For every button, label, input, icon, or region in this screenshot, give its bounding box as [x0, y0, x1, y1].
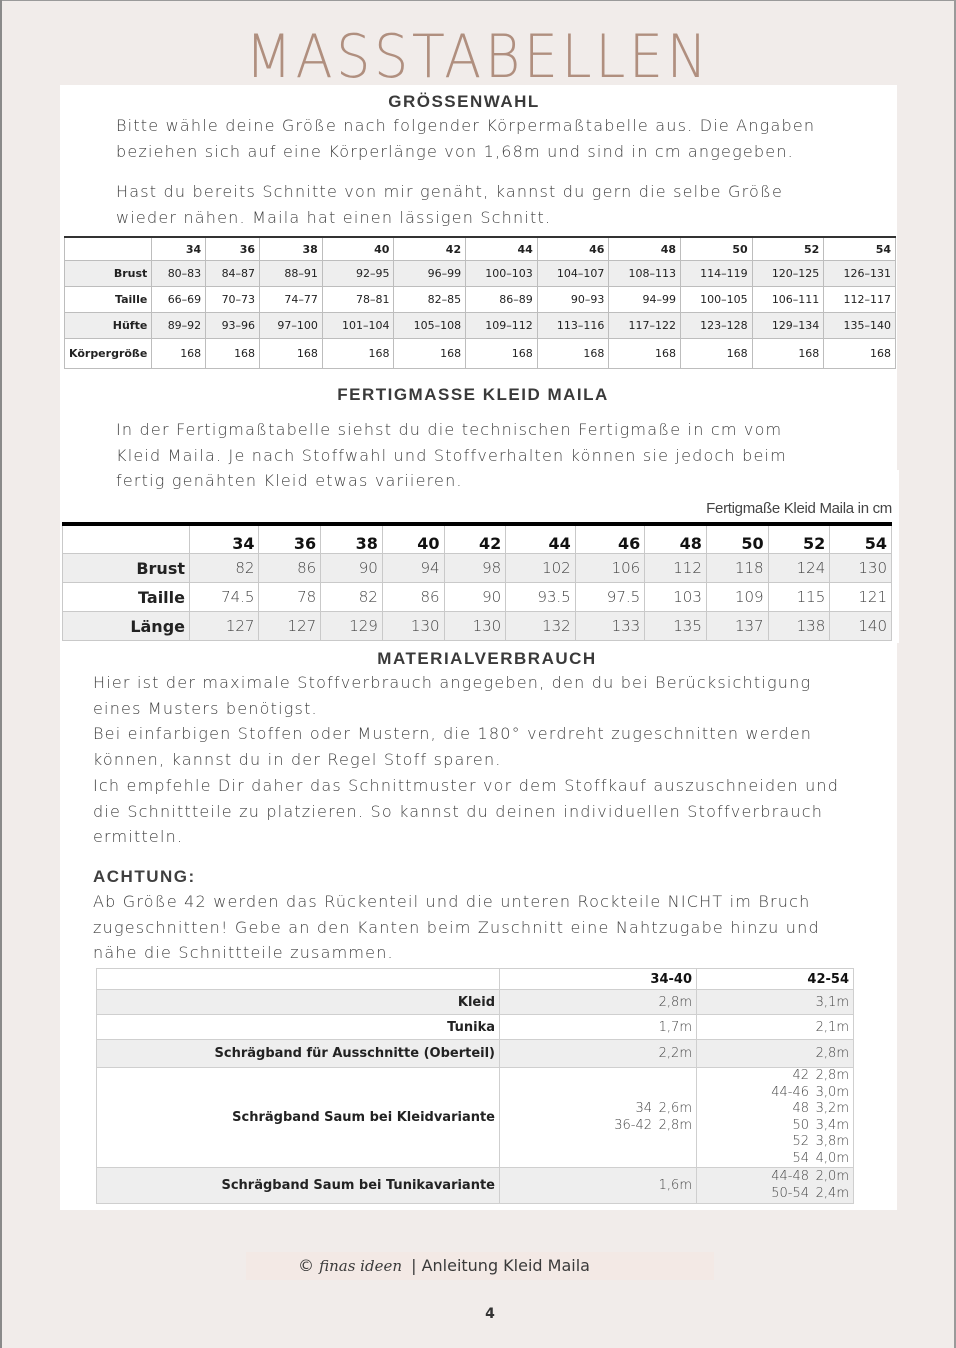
size-table-row	[65, 287, 896, 313]
material-row	[97, 1015, 854, 1040]
material-row-label: Tunika	[97, 1015, 500, 1040]
size-table-cell: 120–125	[752, 261, 824, 287]
footer-separator: |	[411, 1256, 417, 1275]
text-line: Hier ist der maximale Stoffverbrauch angegeben, den du bei Berücksichtigung	[93, 673, 812, 692]
size-table-row	[65, 339, 896, 369]
finished-table-cell: 129	[321, 612, 383, 641]
heading-groessenwahl: GRÖSSENWAHL	[388, 92, 540, 111]
text-line: wieder nähen. Maila hat einen lässigen Schnitt.	[116, 207, 552, 227]
amount-value: 2,6m	[658, 1101, 692, 1116]
amount-value: 3,4m	[815, 1117, 849, 1133]
size-header: 34	[152, 237, 206, 261]
text-line: Bitte wähle deine Größe nach folgender Körpermaßtabelle aus. Die Angaben	[116, 116, 816, 135]
warning-label: ACHTUNG:	[93, 867, 196, 886]
size-value-line	[701, 1085, 849, 1102]
text-line: ermitteln.	[93, 827, 184, 847]
finished-table-cell: 115	[768, 583, 830, 612]
finished-table-cell: 127	[259, 612, 321, 641]
size-value-line	[504, 1118, 692, 1135]
finished-table-cell: 94	[382, 554, 444, 583]
size-header: 50	[706, 524, 768, 554]
size-table-cell: 168	[537, 339, 609, 369]
brand-logo: finas ideen	[319, 1257, 402, 1275]
size-header: 34	[190, 524, 259, 554]
finished-table-cell: 82	[190, 554, 259, 583]
size-table-row-label: Körpergröße	[65, 339, 152, 369]
text-line: beziehen sich auf eine Körperlänge von 1,68m und sind in cm angegeben.	[116, 141, 794, 161]
size-header: 44	[506, 524, 575, 554]
size-table-cell: 168	[681, 339, 753, 369]
size-table-cell: 168	[394, 339, 466, 369]
finished-table-row-label: Länge	[63, 612, 190, 641]
size-table-corner	[65, 237, 152, 261]
page-title: MASSTABELLEN	[245, 22, 711, 92]
size-value-line	[701, 1134, 849, 1151]
size-table-cell: 89–92	[152, 313, 206, 339]
amount-value: 2,4m	[815, 1185, 849, 1201]
text-line: eines Musters benötigst.	[93, 698, 318, 718]
size-table-cell: 74–77	[260, 287, 323, 313]
page-number: 4	[485, 1306, 495, 1322]
finished-table-cell: 97.5	[575, 583, 644, 612]
size-table-cell: 108–113	[609, 261, 681, 287]
size-table-cell: 93–96	[206, 313, 260, 339]
material-row	[97, 990, 854, 1015]
material-table-corner	[97, 969, 500, 990]
finished-table-cell: 102	[506, 554, 575, 583]
finished-table-cell: 82	[321, 583, 383, 612]
text-line: die Schnittteile zu platzieren. So kannst du deinen individuellen Stoffverbrauch	[93, 801, 824, 821]
range-header: 42-54	[697, 969, 854, 990]
finished-table-cell: 112	[645, 554, 707, 583]
material-value: 2,2m	[500, 1040, 697, 1068]
finished-table-cell: 121	[830, 583, 892, 612]
size-table-cell: 126–131	[824, 261, 896, 287]
finished-table-cell: 130	[444, 612, 506, 641]
heading-materialverbrauch: MATERIALVERBRAUCH	[377, 649, 597, 668]
finished-table-cell: 93.5	[506, 583, 575, 612]
size-header: 48	[609, 237, 681, 261]
finished-table-cell: 90	[321, 554, 383, 583]
finished-table-cell: 90	[444, 583, 506, 612]
material-value-list	[697, 1068, 854, 1168]
material-value: 2,8m	[500, 990, 697, 1015]
size-table-cell: 113–116	[537, 313, 609, 339]
size-header: 48	[645, 524, 707, 554]
size-header: 38	[321, 524, 383, 554]
finished-table-cell: 132	[506, 612, 575, 641]
finished-table-cell: 138	[768, 612, 830, 641]
finished-table-cell: 86	[382, 583, 444, 612]
size-table-cell: 82–85	[394, 287, 466, 313]
text-line: Hast du bereits Schnitte von mir genäht, kannst du gern die selbe Größe	[116, 182, 784, 201]
size-table-cell: 94–99	[609, 287, 681, 313]
page-edge-top	[0, 0, 956, 1]
finished-table-row	[63, 554, 892, 583]
warning-text	[93, 889, 820, 966]
finished-table-row-label: Taille	[63, 583, 190, 612]
size-table-cell: 168	[752, 339, 824, 369]
size-table-cell: 168	[152, 339, 206, 369]
footer	[298, 1256, 590, 1275]
amount-value: 4,0m	[815, 1150, 849, 1166]
material-row	[97, 1168, 854, 1204]
size-label: 36-42	[614, 1117, 652, 1133]
text-line: Ab Größe 42 werden das Rückenteil und die unteren Rockteile NICHT im Bruch	[93, 892, 811, 911]
size-table-cell: 92–95	[322, 261, 394, 287]
size-table-cell: 96–99	[394, 261, 466, 287]
size-table-cell: 135–140	[824, 313, 896, 339]
finished-table-cell: 135	[645, 612, 707, 641]
size-table-cell: 168	[466, 339, 538, 369]
finished-table-cell: 140	[830, 612, 892, 641]
material-row	[97, 1040, 854, 1068]
groessenwahl-paragraph-2	[116, 179, 783, 230]
size-value-line	[701, 1118, 849, 1135]
text-line: fertig genähten Kleid etwas variieren.	[116, 471, 463, 491]
size-header: 40	[322, 237, 394, 261]
size-label: 48	[792, 1101, 809, 1116]
size-label: 54	[792, 1150, 809, 1166]
size-table-cell: 84–87	[206, 261, 260, 287]
size-label: 44-48	[771, 1169, 809, 1184]
page-edge-left	[0, 0, 2, 1348]
size-table-cell: 101–104	[322, 313, 394, 339]
finished-measurements-table	[62, 522, 892, 641]
size-label: 42	[792, 1068, 809, 1083]
size-table-cell: 70–73	[206, 287, 260, 313]
material-value: 1,7m	[500, 1015, 697, 1040]
size-header: 40	[382, 524, 444, 554]
finished-table-cell: 86	[259, 554, 321, 583]
material-value-list	[500, 1068, 697, 1168]
groessenwahl-paragraph-1	[116, 113, 815, 164]
size-value-line	[701, 1186, 849, 1203]
material-table-header-row	[97, 969, 854, 990]
heading-fertigmasse: FERTIGMASSE KLEID MAILA	[337, 385, 609, 404]
finished-table-corner	[63, 524, 190, 554]
size-table-cell: 109–112	[466, 313, 538, 339]
size-header: 38	[260, 237, 323, 261]
size-table-cell: 168	[824, 339, 896, 369]
size-table-cell: 129–134	[752, 313, 824, 339]
fertigmasse-paragraph	[116, 417, 787, 494]
size-header: 54	[830, 524, 892, 554]
size-table-row-label: Hüfte	[65, 313, 152, 339]
size-value-line	[504, 1101, 692, 1118]
amount-value: 3,0m	[815, 1084, 849, 1100]
size-label: 52	[792, 1134, 809, 1149]
finished-table-cell: 103	[645, 583, 707, 612]
size-header: 42	[444, 524, 506, 554]
size-table-header-row	[65, 237, 896, 261]
size-table-row-label: Taille	[65, 287, 152, 313]
size-header: 52	[752, 237, 824, 261]
material-row	[97, 1068, 854, 1168]
size-table-cell: 105–108	[394, 313, 466, 339]
size-value-line	[701, 1101, 849, 1118]
size-table-row	[65, 261, 896, 287]
size-label: 44-46	[771, 1084, 809, 1100]
material-row-label: Schrägband Saum bei Tunikavariante	[97, 1168, 500, 1204]
finished-table-cell: 78	[259, 583, 321, 612]
size-table-cell: 80–83	[152, 261, 206, 287]
size-table-cell: 100–103	[466, 261, 538, 287]
size-table-cell: 168	[260, 339, 323, 369]
amount-value: 3,2m	[815, 1101, 849, 1116]
size-header: 50	[681, 237, 753, 261]
size-value-line	[701, 1151, 849, 1168]
finished-table-cell: 137	[706, 612, 768, 641]
text-line: Kleid Maila. Je nach Stoffwahl und Stoffverhalten können sie jedoch beim	[116, 445, 787, 465]
material-row-label: Schrägband Saum bei Kleidvariante	[97, 1068, 500, 1168]
size-header: 36	[206, 237, 260, 261]
size-label: 50	[792, 1117, 809, 1133]
size-table-cell: 104–107	[537, 261, 609, 287]
text-line: In der Fertigmaßtabelle siehst du die technischen Fertigmaße in cm vom	[116, 420, 783, 439]
size-table-cell: 100–105	[681, 287, 753, 313]
material-value: 2,1m	[697, 1015, 854, 1040]
size-header: 46	[537, 237, 609, 261]
range-header: 34-40	[500, 969, 697, 990]
size-value-line	[701, 1068, 849, 1085]
size-table-cell: 168	[609, 339, 681, 369]
material-value: 1,6m	[500, 1168, 697, 1204]
size-header: 54	[824, 237, 896, 261]
size-table-cell: 97–100	[260, 313, 323, 339]
finished-table-header-row	[63, 524, 892, 554]
size-header: 36	[259, 524, 321, 554]
amount-value: 2,0m	[815, 1169, 849, 1184]
size-table-cell: 123–128	[681, 313, 753, 339]
material-value-list	[697, 1168, 854, 1204]
size-table-cell: 117–122	[609, 313, 681, 339]
size-table-cell: 168	[206, 339, 260, 369]
amount-value: 2,8m	[658, 1117, 692, 1133]
size-header: 46	[575, 524, 644, 554]
size-table-cell: 114–119	[681, 261, 753, 287]
size-table-cell: 86–89	[466, 287, 538, 313]
text-line: können, kannst du in der Regel Stoff sparen.	[93, 750, 502, 770]
material-value: 3,1m	[697, 990, 854, 1015]
finished-table-row	[63, 583, 892, 612]
size-table-cell: 112–117	[824, 287, 896, 313]
amount-value: 2,8m	[815, 1068, 849, 1083]
size-table-cell: 168	[322, 339, 394, 369]
size-table	[64, 236, 896, 369]
material-row-label: Schrägband für Ausschnitte (Oberteil)	[97, 1040, 500, 1068]
finished-table-cell: 109	[706, 583, 768, 612]
materialverbrauch-paragraph	[93, 670, 839, 850]
size-table-row	[65, 313, 896, 339]
size-table-cell: 106–111	[752, 287, 824, 313]
size-table-cell: 90–93	[537, 287, 609, 313]
size-header: 44	[466, 237, 538, 261]
size-label: 34	[635, 1101, 652, 1116]
finished-table-cell: 130	[382, 612, 444, 641]
size-header: 52	[768, 524, 830, 554]
finished-table-cell: 118	[706, 554, 768, 583]
finished-table-row	[63, 612, 892, 641]
text-line: zugeschnitten! Gebe an den Kanten beim Zuschnitt eine Nahtzugabe hinzu und	[93, 917, 820, 937]
text-line: nähe die Schnittteile zusammen.	[93, 943, 394, 963]
text-line: Bei einfarbigen Stoffen oder Mustern, die 180° verdreht zugeschnitten werden	[93, 724, 813, 744]
finished-table-cell: 106	[575, 554, 644, 583]
material-row-label: Kleid	[97, 990, 500, 1015]
size-table-row-label: Brust	[65, 261, 152, 287]
material-table	[96, 968, 854, 1204]
size-label: 50-54	[771, 1185, 809, 1201]
copyright-icon: ©	[298, 1256, 314, 1275]
footer-text: Anleitung Kleid Maila	[421, 1256, 590, 1275]
finished-table-cell: 124	[768, 554, 830, 583]
text-line: Ich empfehle Dir daher das Schnittmuster vor dem Stoffkauf auszuschneiden und	[93, 775, 840, 795]
size-table-cell: 78–81	[322, 287, 394, 313]
finished-table-cell: 127	[190, 612, 259, 641]
finished-table-cell: 74.5	[190, 583, 259, 612]
size-table-cell: 66–69	[152, 287, 206, 313]
amount-value: 3,8m	[815, 1134, 849, 1149]
size-table-cell: 88–91	[260, 261, 323, 287]
finished-table-cell: 133	[575, 612, 644, 641]
material-value: 2,8m	[697, 1040, 854, 1068]
size-value-line	[701, 1169, 849, 1186]
finished-table-cell: 98	[444, 554, 506, 583]
finished-table-cell: 130	[830, 554, 892, 583]
finished-table-row-label: Brust	[63, 554, 190, 583]
size-header: 42	[394, 237, 466, 261]
finished-table-caption: Fertigmaße Kleid Maila in cm	[706, 500, 892, 517]
